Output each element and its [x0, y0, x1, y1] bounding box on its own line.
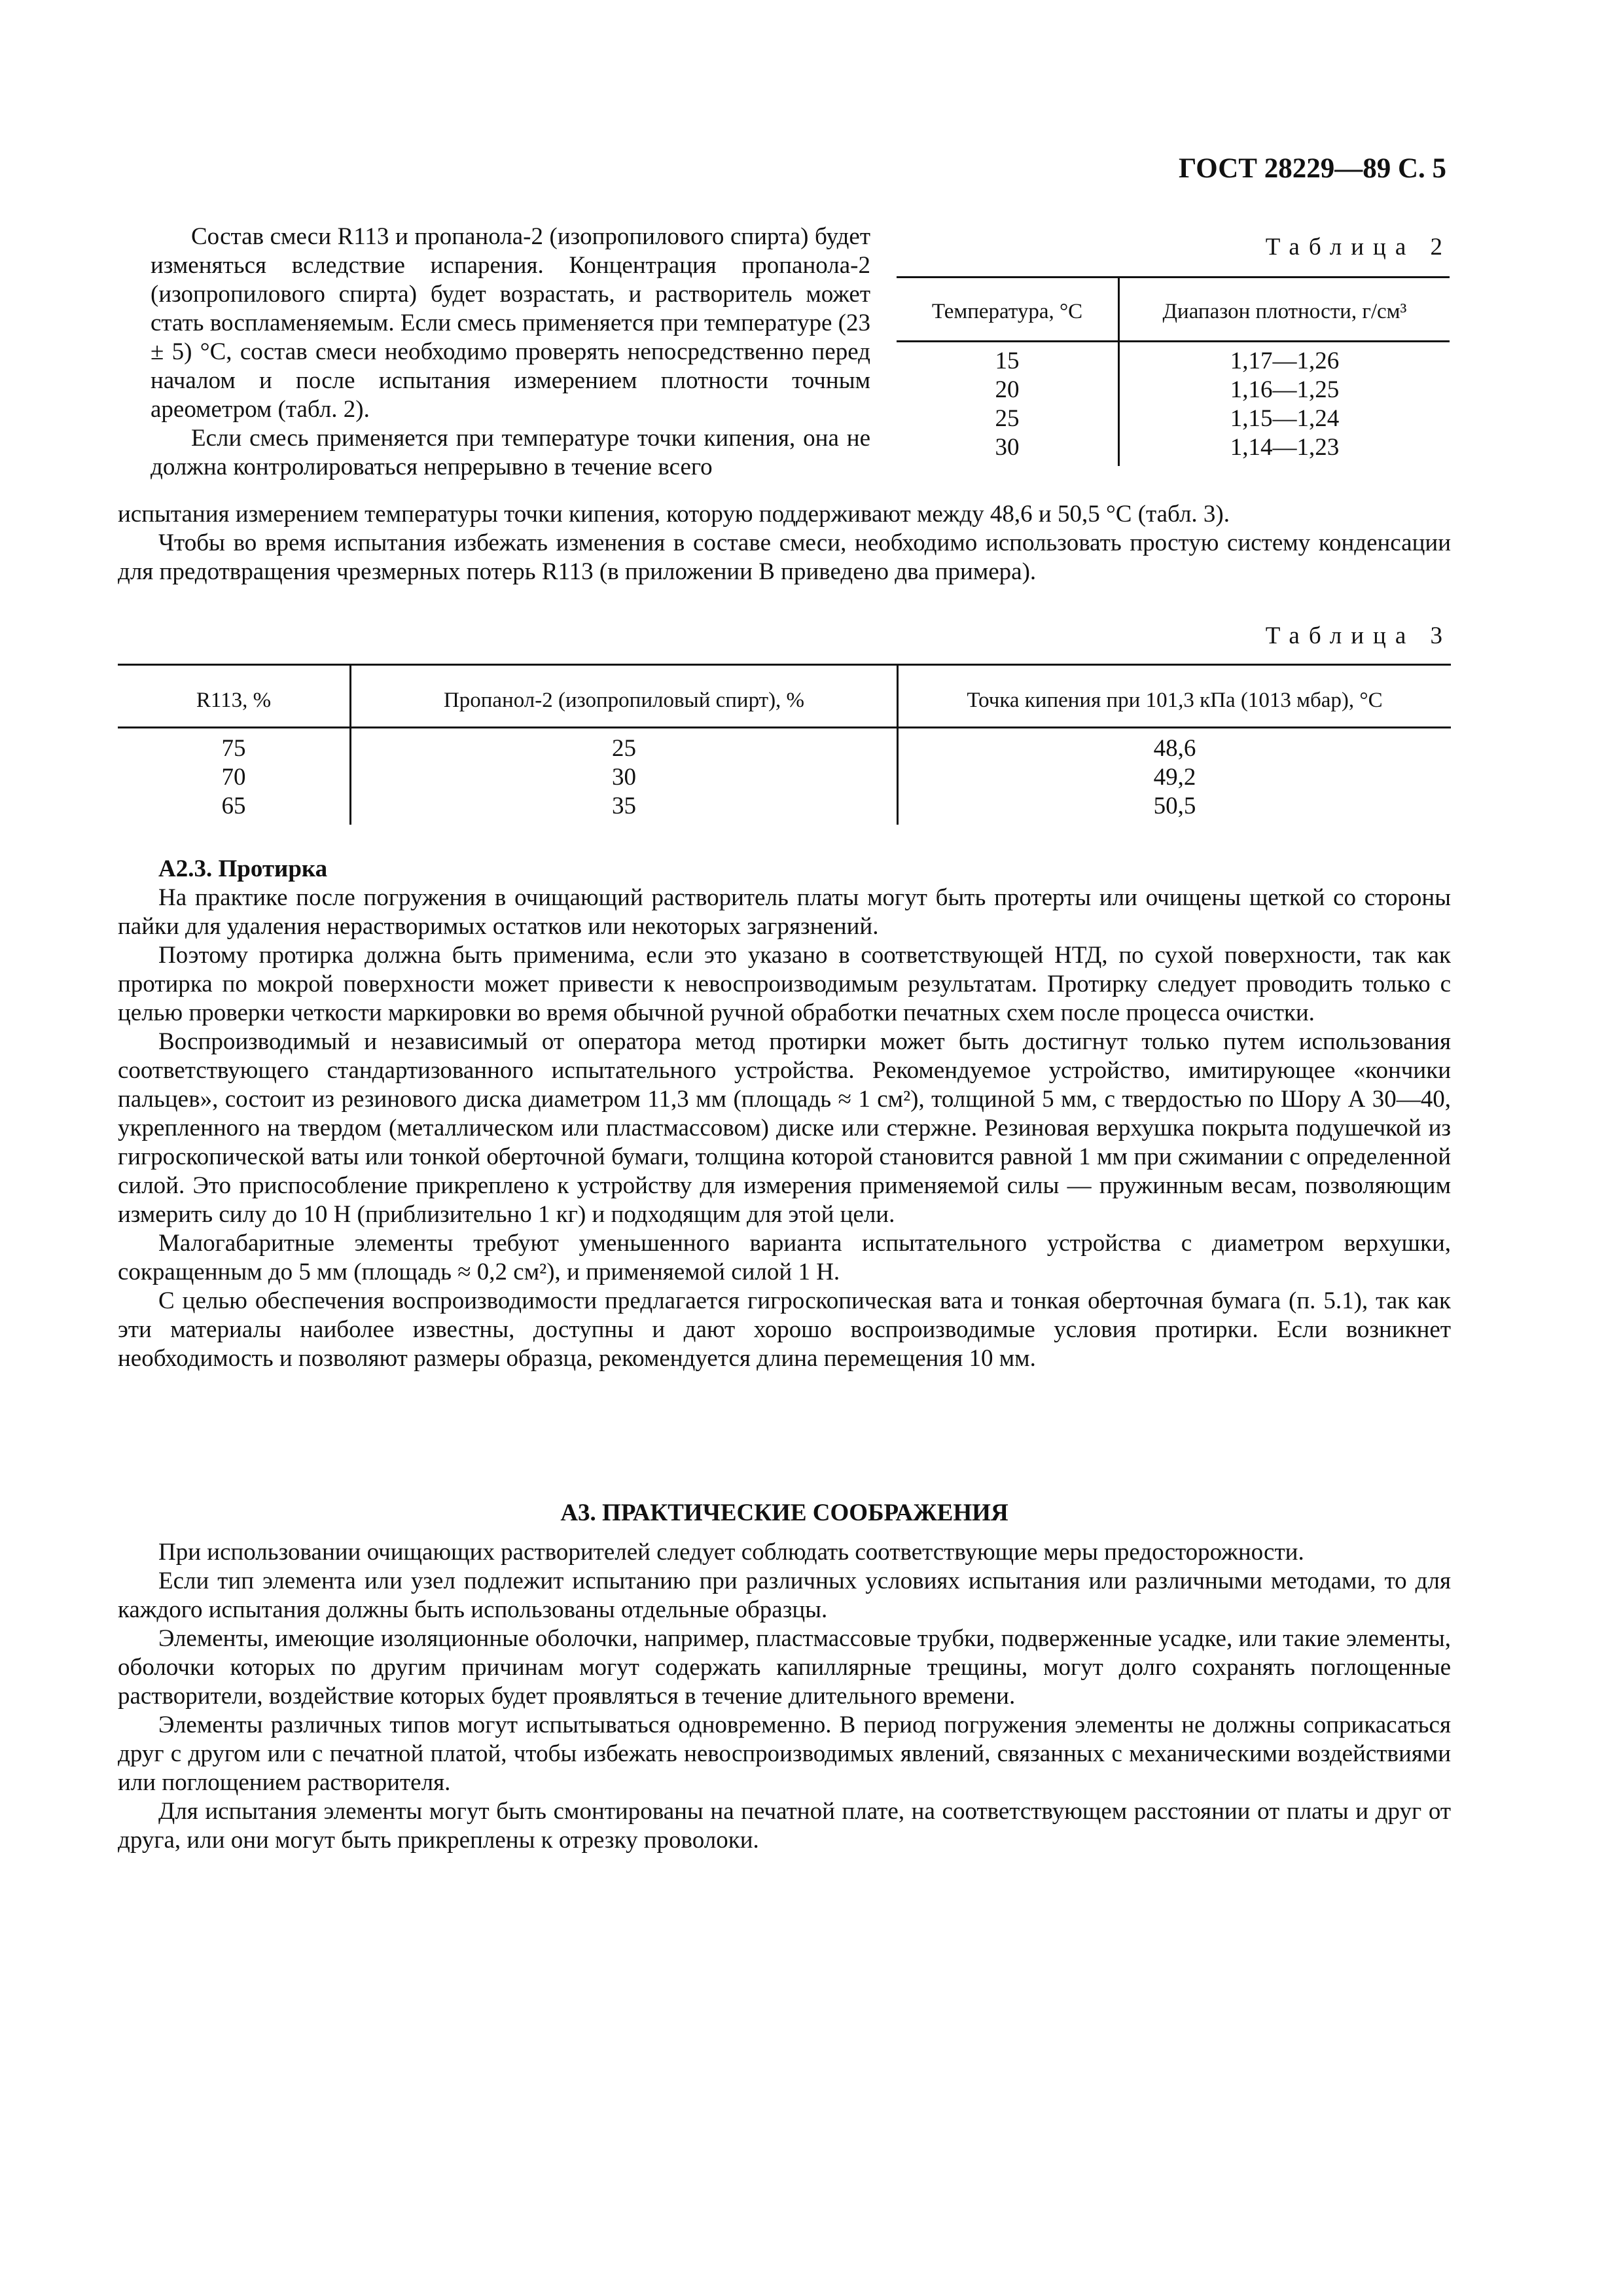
table2-cell: 1,16—1,25 [1230, 376, 1340, 403]
table3-cell: 30 [612, 764, 636, 791]
section-a3-paragraph-4: Элементы различных типов могут испытываться одновременно. В период погружения элементы не должны соприкасаться друг с другом или с печатной платой, чтобы избежать невоспроизводимых явлений, связанных с механическими воздействиями или поглощением растворителя. [118, 1712, 1451, 1796]
section-a23-paragraph-1: На практике после погружения в очищающий растворитель платы могут быть протерты или очищены щеткой со стороны пайки для удаления нерастворимых остатков или некоторых загрязнений. [118, 884, 1451, 940]
table3-cell: 65 [221, 793, 246, 819]
table3-cell: 48,6 [1153, 735, 1196, 762]
table2-col-density [1120, 347, 1450, 462]
table3-header-rule [118, 726, 1451, 728]
intro-left-column [151, 223, 870, 482]
table3-col-r113 [118, 734, 349, 821]
table3-cell: 35 [612, 793, 636, 819]
table2-cell: 1,15—1,24 [1230, 405, 1340, 432]
table2-cell: 1,17—1,26 [1230, 348, 1340, 374]
section-a3-paragraph-2: Если тип элемента или узел подлежит испытанию при различных условиях испытания или различными методами, то для каждого испытания должны быть использованы отдельные образцы. [118, 1568, 1451, 1623]
intro-paragraph-1: Состав смеси R113 и пропанола-2 (изопропилового спирта) будет изменяться вследствие испарения. Концентрация пропанола-2 (изопропилового спирта) будет возрастать, и растворитель может стать воспламеняемым. Если смесь применяется при температуре (23 ± 5) °С, состав смеси необходимо проверять непосредственно перед началом и после испытания измерением плотности точным ареометром (табл. 2). [151, 223, 870, 423]
section-a23-paragraph-5: С целью обеспечения воспроизводимости предлагается гигроскопическая вата и тонкая оберточная бумага (п. 5.1), так как эти материалы наиболее известны, доступны и дают хорошо воспроизводимые условия протирки. Если возникнет необходимость и позволяют размеры образца, рекомендуется длина перемещения 10 мм. [118, 1287, 1451, 1372]
section-a23-paragraph-3: Воспроизводимый и независимый от оператора метод протирки может быть достигнут только путем использования соответствующего стандартизованного испытательного устройства. Рекомендуемое устройство, имитирующее «кончики пальцев», состоит из резинового диска диаметром 11,3 мм (площадь ≈ 1 см²), толщиной 5 мм, с твердостью по Шору А 30—40, укрепленного на твердом (металлическом или пластмассовом) диске или стержне. Резиновая верхушка покрыта подушечкой из гигроскопической ваты или тонкой оберточной бумаги, толщина которой становится равной 1 мм при сжимании с определенной силой. Это приспособление прикреплено к устройству для измерения применяемой силы — пружинным весам, позволяющим измерить силу до 10 Н (приблизительно 1 кг) и подходящим для этой цели. [118, 1028, 1451, 1228]
table2-header-density: Диапазон плотности, г/см³ [1162, 300, 1407, 323]
table3-cell: 25 [612, 735, 636, 762]
table3-cell: 70 [221, 764, 246, 791]
table2-caption: Таблица 2 [1265, 234, 1452, 260]
table3-top-rule [118, 664, 1451, 666]
table2-top-rule [897, 276, 1450, 278]
intro-paragraph-3: Чтобы во время испытания избежать изменения в составе смеси, необходимо использовать простую систему конденсации для предотвращения чрезмерных потерь R113 (в приложении В приведено два примера). [118, 529, 1451, 585]
section-a23-paragraph-2: Поэтому протирка должна быть применима, если это указано в соответствующей НТД, по сухой поверхности, так как протирка по мокрой поверхности может привести к невоспроизводимым результатам. Протирку следует проводить только с целью проверки четкости маркировки во время обычной ручной обработки печатных схем после процесса очистки. [118, 942, 1451, 1026]
table2-header-rule [897, 340, 1450, 342]
table2-col-temperature [897, 347, 1118, 462]
table2-cell: 15 [995, 348, 1020, 374]
running-header: ГОСТ 28229—89 С. 5 [1178, 153, 1446, 184]
table3-cell: 75 [221, 735, 246, 762]
section-a3 [118, 1538, 1451, 1855]
section-a3-paragraph-5: Для испытания элементы могут быть смонтированы на печатной плате, на соответствующем расстоянии от платы и друг от друга, или они могут быть прикреплены к отрезку проволоки. [118, 1798, 1451, 1854]
table3-caption: Таблица 3 [1265, 622, 1452, 649]
table3-col-propanol [351, 734, 897, 821]
table3-header-r113: R113, % [196, 689, 272, 712]
section-a23-paragraph-4: Малогабаритные элементы требуют уменьшенного варианта испытательного устройства с диаметром верхушки, сокращенным до 5 мм (площадь ≈ 0,2 см²), и применяемой силой 1 Н. [118, 1230, 1451, 1285]
table2-header-temperature: Температура, °С [931, 300, 1083, 323]
table3-header-propanol: Пропанол-2 (изопропиловый спирт), % [443, 689, 805, 712]
table2-cell: 20 [995, 376, 1020, 403]
table2-cell: 1,14—1,23 [1230, 434, 1340, 461]
table2-cell: 25 [995, 405, 1020, 432]
section-a23 [118, 855, 1451, 1373]
section-a23-title: А2.3. Протирка [158, 855, 328, 882]
table3-cell: 50,5 [1153, 793, 1196, 819]
section-a3-title: А3. ПРАКТИЧЕСКИЕ СООБРАЖЕНИЯ [560, 1499, 1008, 1526]
intro-paragraph-2-start: Если смесь применяется при температуре точки кипения, она не должна контролироваться непрерывно в течение всего [151, 425, 870, 480]
table3-col-boiling-point [899, 734, 1451, 821]
table2-cell: 30 [995, 434, 1020, 461]
table3-header-boiling-point: Точка кипения при 101,3 кПа (1013 мбар), °С [967, 689, 1383, 712]
section-a3-paragraph-1: При использовании очищающих растворителей следует соблюдать соответствующие меры предосторожности. [158, 1539, 1304, 1566]
intro-paragraph-2-end: испытания измерением температуры точки кипения, которую поддерживают между 48,6 и 50,5 °С (табл. 3). [118, 501, 1230, 528]
intro-full-width [118, 500, 1451, 586]
section-a3-paragraph-3: Элементы, имеющие изоляционные оболочки, например, пластмассовые трубки, подверженные усадке, или такие элементы, оболочки которых по другим причинам могут содержать капиллярные трещины, могут долго сохранять поглощенные растворители, воздействие которых будет проявляться в течение длительного времени. [118, 1625, 1451, 1710]
table3-cell: 49,2 [1153, 764, 1196, 791]
